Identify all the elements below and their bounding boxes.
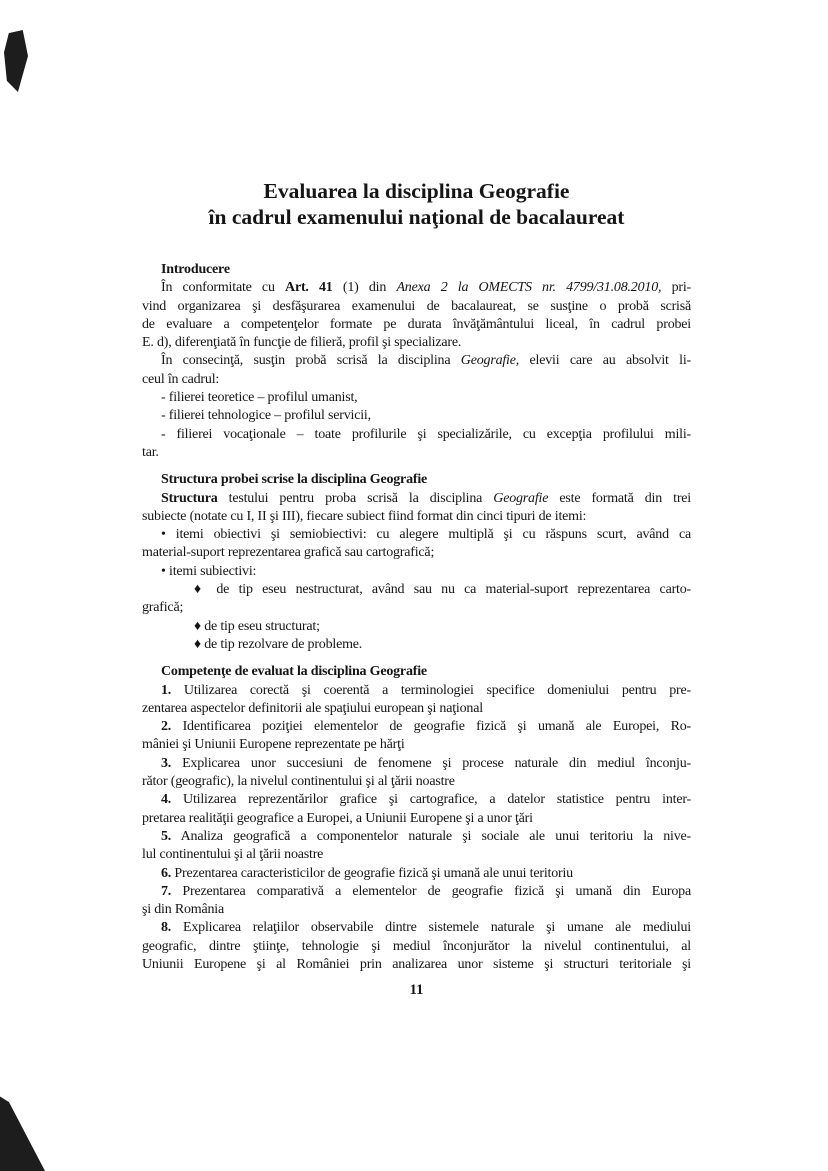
- section-heading-structura: [142, 471, 691, 489]
- paragraph-consecinta: [142, 352, 691, 389]
- diamond-item-eseu-nestructurat-line-2: [142, 599, 691, 617]
- competence-item-5: [142, 828, 691, 865]
- diamond-item-eseu-structurat: [142, 618, 691, 636]
- competence-item-3-line-1: [142, 755, 691, 773]
- text-run: ♦ de tip rezolvare de probleme.: [194, 636, 363, 652]
- competence-item-4-line-1: [142, 791, 691, 809]
- text-run: 7.: [161, 883, 172, 899]
- diamond-item-rezolvare-probleme-line-1: [142, 636, 691, 654]
- text-run: de evaluare a competenţelor formate pe durata învăţământului liceal, în cadrul probei: [142, 316, 691, 332]
- text-run: - filierei vocaţionale – toate profilurile şi specializările, cu excepţia profilului mili-: [161, 426, 691, 442]
- competence-item-8-line-1: [142, 919, 691, 937]
- section-heading-competente: [142, 663, 691, 681]
- paragraph-conformitate-line-3: [142, 316, 691, 334]
- list-item-filiera-tehnologica: [142, 407, 691, 425]
- competence-item-8: [142, 919, 691, 974]
- text-run: grafică;: [142, 600, 184, 616]
- text-run: pretarea realităţii geografice a Europei, a Uniunii Europene şi a unor ţări: [142, 810, 533, 826]
- text-run: pri-: [661, 280, 691, 296]
- text-run: Structura: [161, 490, 218, 506]
- competence-item-6: [142, 865, 691, 883]
- text-run: 4.: [161, 792, 172, 808]
- text-run: În consecinţă, susţin probă scrisă la disciplina: [161, 353, 461, 369]
- paragraph-conformitate: [142, 279, 691, 352]
- text-run: 5.: [161, 828, 172, 844]
- competence-item-2-line-1: [142, 718, 691, 736]
- text-run: subiecte (notate cu I, II şi III), fiecare subiect fiind format din cinci tipuri de itemi:: [142, 508, 587, 524]
- section-heading-competente-line-1: [142, 663, 691, 681]
- text-run: Explicarea relaţiilor observabile dintre sistemele naturale şi umane ale mediului: [171, 920, 691, 936]
- text-run: - filierei teoretice – profilul umanist,: [161, 390, 358, 406]
- list-item-filiera-tehnologica-line-1: [142, 407, 691, 425]
- text-run: vind organizarea şi desfăşurarea examenului de bacalaureat, se susţine o probă scrisă: [142, 298, 691, 314]
- competence-item-2-line-2: [142, 736, 691, 754]
- document-title-line-1: [142, 178, 691, 204]
- text-run: elevii care au absolvit li-: [519, 353, 691, 369]
- text-run: geografic, dintre ştiinţe, tehnologie şi mediul înconjurător la nivelul continentului, al: [142, 938, 691, 954]
- bullet-item-obiectivi-line-1: [142, 526, 691, 544]
- paragraph-consecinta-line-2: [142, 371, 691, 389]
- bullet-item-subiectivi: [142, 563, 691, 581]
- competence-item-8-line-2: [142, 938, 691, 956]
- text-run: Uniunii Europene şi al României prin analizarea unor sisteme şi structuri teritoriale şi: [142, 956, 691, 972]
- text-run: Prezentarea caracteristicilor de geografie fizică şi umană ale unui teritoriu: [171, 865, 573, 881]
- scan-artifact-top-left: [4, 30, 28, 92]
- text-run: Art. 41: [285, 280, 333, 296]
- document-blocks: [142, 178, 691, 999]
- paragraph-conformitate-line-2: [142, 298, 691, 316]
- text-run: şi din România: [142, 902, 224, 918]
- text-run: Prezentarea comparativă a elementelor de geografie fizică şi umană din Europa: [171, 883, 691, 899]
- section-heading-structura-line-1: [142, 471, 691, 489]
- text-run: material-suport reprezentarea grafică sau cartografică;: [142, 545, 435, 561]
- competence-item-4: [142, 791, 691, 828]
- competence-item-1-line-2: [142, 700, 691, 718]
- text-run: ceul în cadrul:: [142, 371, 220, 387]
- competence-item-5-line-1: [142, 828, 691, 846]
- text-run: Anexa 2 la OMECTS nr. 4799/31.08.2010,: [396, 280, 662, 296]
- text-run: Geografie: [493, 490, 549, 506]
- paragraph-structura-line-1: [142, 490, 691, 508]
- competence-item-3-line-2: [142, 773, 691, 791]
- text-run: mâniei şi Uniunii Europene reprezentate pe hărţi: [142, 737, 405, 753]
- diamond-item-eseu-nestructurat: [142, 581, 691, 618]
- text-run: 1.: [161, 682, 172, 698]
- competence-item-1-line-1: [142, 682, 691, 700]
- text-run: ♦ de tip eseu structurat;: [194, 618, 320, 634]
- diamond-item-eseu-structurat-line-1: [142, 618, 691, 636]
- text-run: În conformitate cu: [161, 280, 286, 296]
- text-run: ♦ de tip eseu nestructurat, având sau nu ca material-suport reprezentarea carto-: [194, 582, 691, 598]
- document-title-line-2: [142, 204, 691, 230]
- paragraph-structura-line-2: [142, 508, 691, 526]
- diamond-item-rezolvare-probleme: [142, 636, 691, 654]
- paragraph-consecinta-line-1: [142, 352, 691, 370]
- text-run: Identificarea poziţiei elementelor de geografie fizică şi umană ale Europei, Ro-: [171, 719, 691, 735]
- text-run: 8.: [161, 920, 172, 936]
- text-run: Utilizarea corectă şi coerentă a terminologiei specifice domeniului pentru pre-: [171, 682, 691, 698]
- text-run: Geografie,: [460, 353, 520, 369]
- bullet-item-obiectivi: [142, 526, 691, 563]
- text-run: 6.: [161, 865, 172, 881]
- competence-item-6-line-1: [142, 865, 691, 883]
- list-item-filiera-vocationala-line-1: [142, 426, 691, 444]
- paragraph-conformitate-line-4: [142, 334, 691, 352]
- competence-item-2: [142, 718, 691, 755]
- text-run: Introducere: [161, 262, 230, 277]
- scan-artifact-bottom-left: [0, 1090, 45, 1171]
- document-title: [142, 178, 691, 230]
- list-item-filiera-teoretica: [142, 389, 691, 407]
- text-run: 3.: [161, 755, 172, 771]
- bullet-item-obiectivi-line-2: [142, 544, 691, 562]
- competence-item-5-line-2: [142, 846, 691, 864]
- paragraph-structura: [142, 490, 691, 527]
- list-item-filiera-vocationala-line-2: [142, 444, 691, 462]
- competence-item-3: [142, 755, 691, 792]
- page-number: 11: [409, 982, 424, 999]
- competence-item-7-line-2: [142, 901, 691, 919]
- text-run: • itemi obiectivi şi semiobiectivi: cu alegere multiplă şi cu răspuns scurt, având ca: [161, 527, 691, 543]
- paragraph-conformitate-line-1: [142, 279, 691, 297]
- text-run: testului pentru proba scrisă la disciplina: [217, 490, 494, 506]
- text-run: în cadrul examenului naţional de bacalaureat: [208, 205, 625, 229]
- list-item-filiera-vocationala: [142, 426, 691, 463]
- diamond-item-eseu-nestructurat-line-1: [142, 581, 691, 599]
- competence-item-4-line-2: [142, 810, 691, 828]
- text-run: Competenţe de evaluat la disciplina Geografie: [161, 664, 427, 680]
- text-run: este formată din trei: [548, 490, 691, 506]
- text-run: lul continentului şi al ţării noastre: [142, 847, 324, 863]
- text-run: E. d), diferenţiată în funcţie de filieră, profil şi specializare.: [142, 335, 462, 351]
- competence-item-7: [142, 883, 691, 920]
- text-run: rător (geografic), la nivelul continentului şi al ţării noastre: [142, 774, 455, 790]
- text-run: Explicarea unor succesiuni de fenomene şi procese naturale din mediul înconju-: [171, 755, 691, 771]
- section-heading-introducere-line-1: [142, 261, 691, 279]
- text-run: Analiza geografică a componentelor naturale şi sociale ale unui teritoriu la nive-: [171, 828, 691, 844]
- competence-item-1: [142, 682, 691, 719]
- list-item-filiera-teoretica-line-1: [142, 389, 691, 407]
- text-run: 2.: [161, 719, 172, 735]
- text-run: Utilizarea reprezentărilor grafice şi cartografice, a datelor statistice pentru inter-: [171, 792, 691, 808]
- competence-item-8-line-3: [142, 956, 691, 974]
- text-run: • itemi subiectivi:: [161, 563, 257, 579]
- section-heading-introducere: [142, 261, 691, 279]
- text-run: - filierei tehnologice – profilul servicii,: [161, 408, 371, 424]
- competence-item-7-line-1: [142, 883, 691, 901]
- text-run: tar.: [142, 444, 159, 460]
- text-run: zentarea aspectelor definitorii ale spaţiului european şi naţional: [142, 700, 483, 716]
- text-run: Structura probei scrise la disciplina Geografie: [161, 472, 428, 488]
- text-run: (1) din: [332, 280, 397, 296]
- text-run: Evaluarea la disciplina Geografie: [263, 179, 570, 203]
- bullet-item-subiectivi-line-1: [142, 563, 691, 581]
